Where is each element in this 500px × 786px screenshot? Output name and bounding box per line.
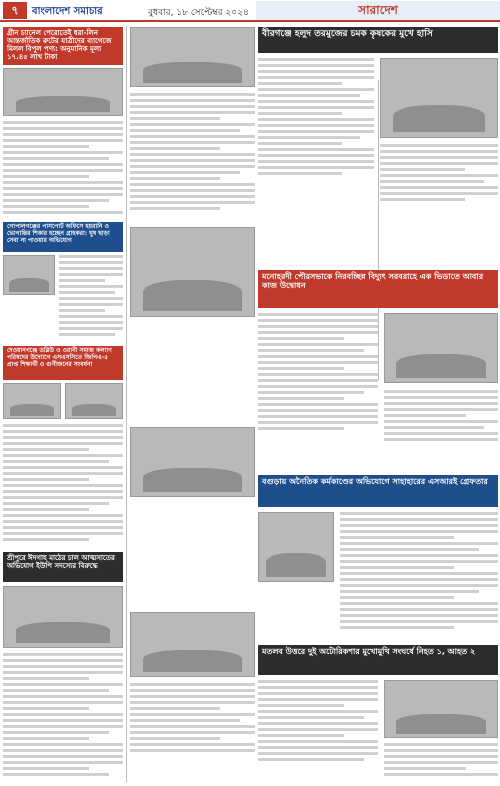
center-photo: [130, 612, 255, 677]
bogura-article: [258, 475, 498, 640]
section-title: সারাদেশ: [256, 1, 500, 20]
electricity-headline: মনোহরদী পৌরসভাকে নিরবচ্ছিন্ন বিদ্যুৎ সরবরাহে এক ভিডাতে আবার কাজ উদ্বোধন: [258, 270, 498, 308]
masthead: [0, 0, 500, 22]
customs-photo: [3, 68, 123, 116]
eidgah-photo: [3, 586, 123, 648]
reception-photo: [3, 383, 61, 419]
reception-headline: দেওয়ানগঞ্জে ডব্লিউ ও ওরানী সমাজ কল্যাণ পরিষদের উদ্যোগে এসএসসিতে জিপিএ-৫ প্রাপ্ত শিক্ষার্থী ও গুণীজনের সংবর্ধনা: [3, 346, 123, 380]
passport-photo: [3, 255, 55, 295]
center-photo: [130, 227, 255, 317]
customs-headline: গ্রীন চ্যানেল পেরোতেই ধরা-লিন আন্তর্জাতিক রুটের যাত্রীদের ব্যাগেজে মিলল বিপুল পণ্য: অনুমানিক মূল্য ১৭.৪৫ লাখ টাকা: [3, 27, 123, 65]
eidgah-body: [3, 653, 123, 779]
center-photo: [130, 427, 255, 497]
bogura-photo: [258, 512, 334, 582]
collision-photo: [384, 680, 498, 738]
collision-article: [258, 645, 498, 782]
passport-headline: গোপালগঞ্জের পাসপোর্ট অফিসে হয়রানি ও ভোগান্তির শিকার হচ্ছেন গ্রাহকরা: ঘুষ ছাড়া সেবা না পাওয়ার অভিযোগ: [3, 222, 123, 252]
center-photo: [130, 27, 255, 87]
electricity-article: [258, 270, 498, 470]
center-body: [130, 683, 255, 755]
center-body: [130, 93, 255, 213]
bogura-headline: বগুড়ায় অনৈতিক কর্মকাণ্ডের অভিযোগে সাহাহারের এসআরই গ্রেফতার: [258, 475, 498, 507]
issue-date: বুধবার, ১৮ সেপ্টেম্বর ২০২৪: [148, 8, 249, 18]
reception-photo: [65, 383, 123, 419]
column-rule: [126, 26, 127, 782]
passport-article: [3, 222, 123, 342]
reception-article: [3, 346, 123, 546]
newspaper-name: বাংলাদেশ সমাচার: [32, 6, 103, 17]
reception-body: [3, 424, 123, 544]
customs-body: [3, 121, 123, 217]
electricity-body: [258, 313, 378, 433]
watermelon-photo: [380, 58, 498, 138]
eidgah-headline: শ্রীপুরে ঈদগাহ মাঠের চাল আত্মসাতের অভিযোগ ইউপি সদস্যের বিরুদ্ধে: [3, 552, 123, 582]
collision-body: [258, 680, 378, 764]
collision-headline: মতলব উত্তরে দুই অটোরিকশার মুখোমুখি সংঘর্ষে নিহত ১, আহত ২: [258, 645, 498, 675]
watermelon-body: [380, 144, 498, 204]
watermelon-body: [258, 58, 374, 178]
customs-article: [3, 27, 123, 217]
collision-body: [384, 743, 498, 779]
passport-body: [59, 255, 123, 339]
center-column: [130, 27, 255, 782]
electricity-body: [384, 390, 498, 444]
watermelon-headline: বীরগঞ্জে হলুদ তরমুজের চমক কৃষকের মুখে হাসি: [258, 27, 498, 53]
electricity-photo: [384, 313, 498, 383]
bogura-body: [340, 512, 498, 632]
eidgah-article: [3, 552, 123, 782]
page-number: ৭: [3, 2, 27, 19]
watermelon-article: [258, 27, 498, 267]
